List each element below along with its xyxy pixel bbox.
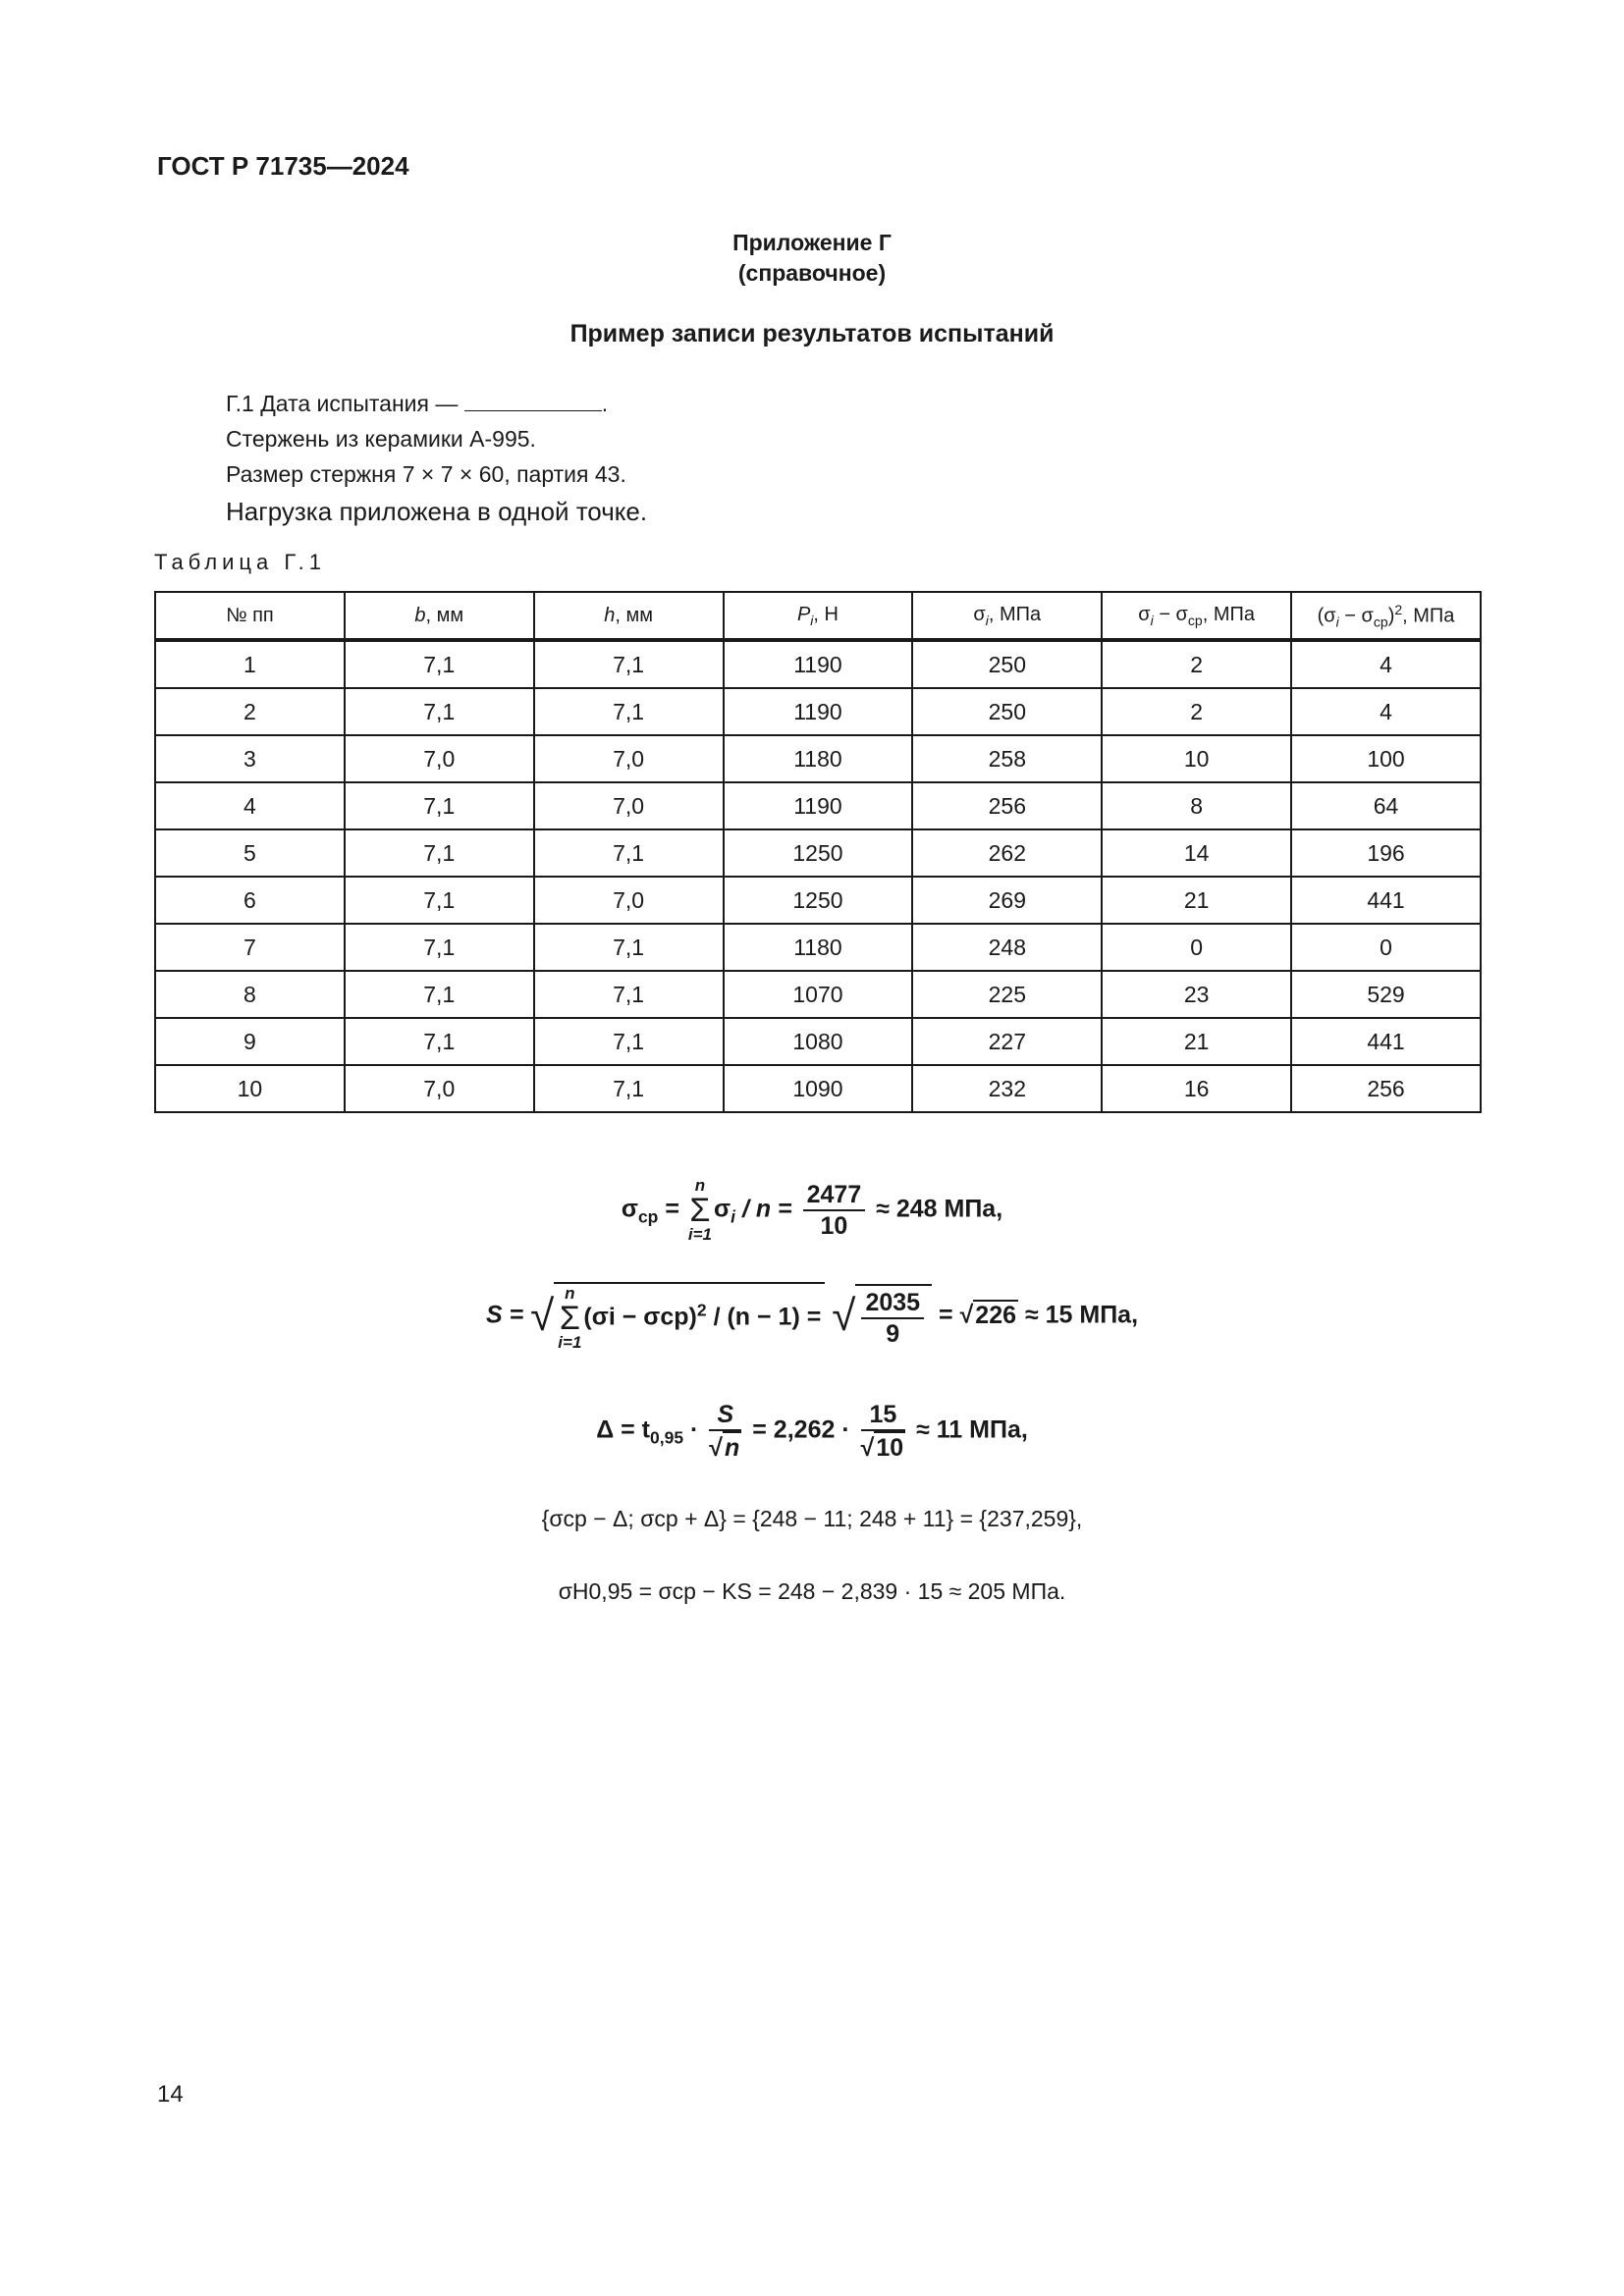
table-cell: 1190 — [724, 782, 913, 829]
table-cell: 1090 — [724, 1065, 913, 1112]
table-cell: 9 — [155, 1018, 345, 1065]
formula-std: S = √ n Σ $i=1(\sigma i - \sigma ср)^2 / (n - 1)$ = √ $\frac{2035}{9}$ = √226 ≈ 15 МПа, — [485, 1284, 1139, 1352]
material-line: Стержень из керамики А-995. — [226, 426, 536, 452]
table-cell: 7,1 — [345, 1018, 534, 1065]
std-sum-top: n — [565, 1284, 575, 1303]
table-cell: 16 — [1102, 1065, 1291, 1112]
document-code: ГОСТ Р 71735—2024 — [157, 151, 409, 181]
table-cell: 232 — [912, 1065, 1102, 1112]
table-cell: 529 — [1291, 971, 1481, 1018]
table-cell: 1080 — [724, 1018, 913, 1065]
table-cell: 7,0 — [534, 782, 724, 829]
header-p: $P_i$, Н — [724, 592, 913, 640]
table-cell: 1250 — [724, 877, 913, 924]
table-cell: 7,1 — [534, 971, 724, 1018]
size-line: Размер стержня 7 × 7 × 60, партия 43. — [226, 461, 626, 487]
delta-eq: = 2,262 · — [752, 1415, 850, 1444]
mean-lhs-sub: ср — [637, 1206, 659, 1227]
table-cell: 7,1 — [534, 640, 724, 688]
table-row — [155, 735, 1481, 782]
test-date-line — [226, 391, 608, 417]
table-cell: 7,1 — [534, 1065, 724, 1112]
table-caption: Таблица Г.1 — [154, 550, 326, 574]
table-row — [155, 1065, 1481, 1112]
table-cell: 269 — [912, 877, 1102, 924]
std-div: / (n − 1) = — [713, 1303, 822, 1331]
table-cell: 250 — [912, 688, 1102, 735]
delta-s-denominator: √n — [709, 1431, 741, 1463]
mean-fraction — [803, 1180, 866, 1241]
table-cell: 250 — [912, 640, 1102, 688]
table-cell: 1180 — [724, 735, 913, 782]
formula-delta — [0, 1400, 1624, 1463]
table-cell: 227 — [912, 1018, 1102, 1065]
delta-denominator: √10 — [861, 1431, 906, 1463]
std-fraction-radical-icon: √ — [832, 1292, 856, 1340]
test-date-blank — [464, 391, 602, 411]
table-cell: 262 — [912, 829, 1102, 877]
std-sum-bottom: i=1 — [558, 1333, 582, 1352]
table-cell: 2 — [1102, 640, 1291, 688]
table-cell: 7,1 — [534, 829, 724, 877]
table-cell: 8 — [1102, 782, 1291, 829]
std-lhs: S = — [485, 1301, 524, 1329]
formula-interval: {σср − Δ; σср + Δ} = {248 − 11; 248 + 11} = {237,259}, — [541, 1506, 1083, 1531]
table-cell: 5 — [155, 829, 345, 877]
table-cell: 1180 — [724, 924, 913, 971]
test-date-end: . — [601, 391, 609, 416]
table-cell: 1250 — [724, 829, 913, 877]
table-cell: 10 — [1102, 735, 1291, 782]
std-inner: (σi − σср) — [583, 1303, 697, 1331]
table-cell: 7,0 — [345, 1065, 534, 1112]
table-row — [155, 829, 1481, 877]
table-cell: 1070 — [724, 971, 913, 1018]
table-cell: 0 — [1291, 924, 1481, 971]
table-cell: 1190 — [724, 688, 913, 735]
table-cell: 258 — [912, 735, 1102, 782]
mean-term: σ — [714, 1195, 731, 1223]
table-cell: 7,1 — [345, 688, 534, 735]
mean-div-n: / n = — [741, 1195, 792, 1223]
table-cell: 7,1 — [345, 877, 534, 924]
header-b: b, мм — [345, 592, 534, 640]
std-fraction-radicand — [855, 1284, 932, 1349]
mean-sum-operator: n Σ i=1 — [687, 1176, 712, 1244]
appendix-heading — [0, 228, 1624, 289]
table-row — [155, 688, 1481, 735]
table-cell: 7,0 — [345, 735, 534, 782]
table-cell: 441 — [1291, 1018, 1481, 1065]
formula-lower-bound: σH0,95 = σср − KS = 248 − 2,839 · 15 ≈ 205 МПа. — [558, 1578, 1066, 1604]
header-deviation: $\sigma_i - \sigma_{ср}$, МПа — [1102, 592, 1291, 640]
table-cell: 4 — [1291, 688, 1481, 735]
table-cell: 64 — [1291, 782, 1481, 829]
delta-s-numerator: S — [709, 1400, 741, 1431]
delta-s-den-value: n — [723, 1431, 741, 1463]
delta-result: ≈ 11 МПа, — [916, 1415, 1028, 1444]
appendix-subtitle: (справочное) — [737, 260, 887, 286]
table-cell: 256 — [1291, 1065, 1481, 1112]
table-cell: 4 — [155, 782, 345, 829]
mean-lhs: σ — [621, 1195, 638, 1223]
mean-sum-bottom: i=1 — [687, 1225, 712, 1244]
table-cell: 441 — [1291, 877, 1481, 924]
table-body — [155, 640, 1481, 1112]
appendix-title: Приложение Г — [732, 230, 892, 255]
std-result: ≈ 15 МПа, — [1024, 1301, 1139, 1329]
table-cell: 7,1 — [345, 971, 534, 1018]
mean-term-sub: i — [731, 1206, 735, 1227]
mean-result: ≈ 248 МПа, — [876, 1195, 1003, 1223]
table-cell: 7,0 — [534, 877, 724, 924]
table-cell: 7,1 — [345, 924, 534, 971]
std-numerator: 2035 — [861, 1288, 924, 1319]
delta-s-fraction — [709, 1400, 741, 1463]
std-root-value: 226 — [975, 1301, 1017, 1329]
table-header-row — [155, 592, 1481, 640]
page-number: 14 — [157, 2081, 184, 2108]
table-cell: 1 — [155, 640, 345, 688]
formula-mean: $\sigma_{ср} = n$ Σ $i=1\sigma_i / n$ = $\frac{2477}{10}$ ≈ 248 МПа, — [621, 1176, 1003, 1244]
table-cell: 2 — [1102, 688, 1291, 735]
std-radical-icon: √ — [530, 1292, 555, 1340]
table-cell: 8 — [155, 971, 345, 1018]
table-cell: 0 — [1102, 924, 1291, 971]
table-cell: 196 — [1291, 829, 1481, 877]
table-row — [155, 971, 1481, 1018]
mean-numerator: 2477 — [803, 1180, 866, 1211]
header-sigma: $\sigma_i$, МПа — [912, 592, 1102, 640]
delta-lhs: Δ = t — [596, 1415, 650, 1444]
delta-dot: · — [690, 1415, 699, 1444]
table-cell: 7,1 — [534, 1018, 724, 1065]
header-h: h, мм — [534, 592, 724, 640]
load-line: Нагрузка приложена в одной точке. — [226, 497, 648, 526]
table-cell: 10 — [155, 1065, 345, 1112]
table-cell: 21 — [1102, 1018, 1291, 1065]
mean-denominator: 10 — [820, 1212, 848, 1240]
table-row — [155, 877, 1481, 924]
table-row — [155, 1018, 1481, 1065]
table-cell: 21 — [1102, 877, 1291, 924]
section-title: Пример записи результатов испытаний — [569, 320, 1055, 347]
table-cell: 6 — [155, 877, 345, 924]
delta-fraction — [861, 1400, 906, 1463]
table-row — [155, 924, 1481, 971]
table-cell: 7,1 — [345, 640, 534, 688]
table-cell: 3 — [155, 735, 345, 782]
results-table — [154, 591, 1482, 1113]
std-denominator: 9 — [886, 1320, 900, 1348]
test-date-label: Г.1 Дата испытания — — [226, 391, 459, 416]
table-cell: 23 — [1102, 971, 1291, 1018]
table-cell: 7,1 — [534, 924, 724, 971]
table-cell: 14 — [1102, 829, 1291, 877]
table-cell: 2 — [155, 688, 345, 735]
table-cell: 225 — [912, 971, 1102, 1018]
std-fraction — [861, 1288, 924, 1349]
mean-sum-top: n — [694, 1176, 706, 1195]
table-cell: 7,1 — [345, 829, 534, 877]
table-cell: 1190 — [724, 640, 913, 688]
table-row — [155, 782, 1481, 829]
delta-lhs-sub: 0,95 — [650, 1427, 684, 1448]
std-power: 2 — [696, 1300, 707, 1320]
table-cell: 7,1 — [345, 782, 534, 829]
table-cell: 256 — [912, 782, 1102, 829]
table-cell: 7,1 — [534, 688, 724, 735]
header-squared-deviation: $(\sigma_i - \sigma_{ср})^2$, МПа — [1291, 592, 1481, 640]
std-sum-operator: n Σ i=1 — [558, 1284, 582, 1352]
delta-numerator: 15 — [861, 1400, 906, 1431]
table-row — [155, 640, 1481, 688]
std-eq: = — [939, 1301, 953, 1329]
std-radicand — [554, 1282, 825, 1351]
table-cell: 248 — [912, 924, 1102, 971]
table-cell: 100 — [1291, 735, 1481, 782]
table-cell: 7 — [155, 924, 345, 971]
table-cell: 7,0 — [534, 735, 724, 782]
table-cell: 4 — [1291, 640, 1481, 688]
delta-den-value: 10 — [874, 1431, 905, 1463]
header-number: № пп — [155, 592, 345, 640]
